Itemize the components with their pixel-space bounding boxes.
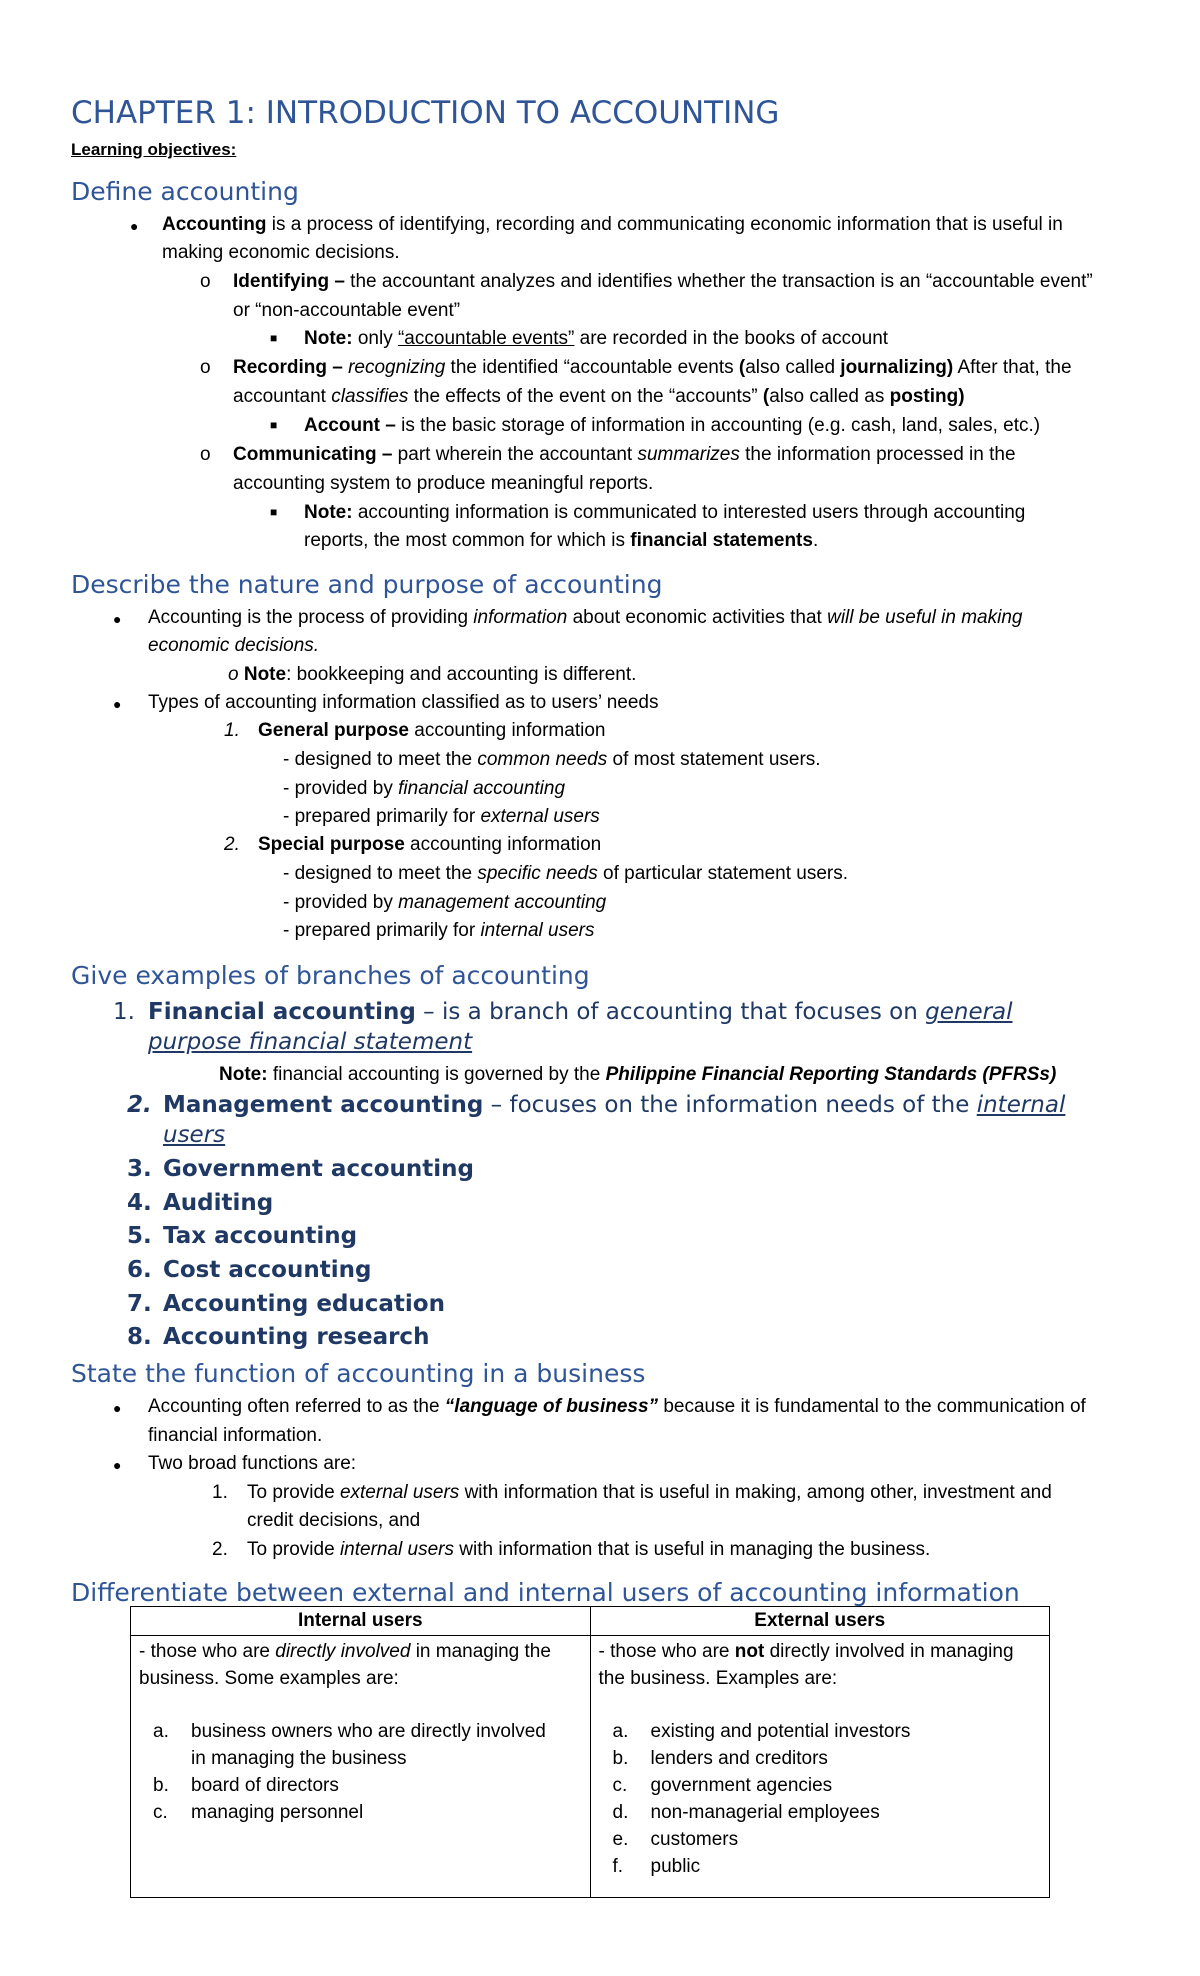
note-communication: Note: accounting information is communicated to interested users through accounting <box>304 502 1026 523</box>
circle-bullet-icon: o <box>200 444 211 465</box>
external-intro-2: the business. Examples are: <box>598 1668 838 1689</box>
bullet-icon: ● <box>130 218 139 234</box>
square-bullet-icon: ■ <box>270 505 278 519</box>
page-title: CHAPTER 1: INTRODUCTION TO ACCOUNTING <box>71 95 780 131</box>
list-number: 1. <box>113 999 135 1025</box>
gp-detail-3: - prepared primarily for external users <box>283 806 600 827</box>
list-item: c. managing personnel <box>153 1802 364 1823</box>
branch-item: Auditing <box>163 1190 274 1216</box>
list-item: f. public <box>612 1856 701 1877</box>
section-heading-define: Define accounting <box>71 177 299 206</box>
list-number: 2. <box>212 1539 228 1560</box>
list-number: 2. <box>224 834 240 855</box>
sp-detail-2: - provided by management accounting <box>283 892 607 913</box>
list-item: b. board of directors <box>153 1775 339 1796</box>
recording-line: Recording – recognizing the identified “accountable events (also called journalizing) After that, the <box>233 357 1072 378</box>
broad-functions-line: Two broad functions are: <box>148 1453 357 1474</box>
sp-detail-1: - designed to meet the specific needs of particular statement users. <box>283 863 849 884</box>
external-users-cell <box>590 1636 1050 1898</box>
note-accountable-events: Note: only “accountable events” are recorded in the books of account <box>304 328 889 349</box>
list-number: 5. <box>127 1223 152 1249</box>
list-number: 6. <box>127 1257 152 1283</box>
learning-objectives-label: Learning objectives: <box>71 140 237 159</box>
external-users-list <box>599 1718 1042 1880</box>
identifying-line-2: or “non-accountable event” <box>233 300 461 321</box>
table-header-row <box>131 1607 1050 1636</box>
list-item: b. lenders and creditors <box>612 1748 828 1769</box>
nature-line: Accounting is the process of providing information about economic activities that will be useful in making <box>148 607 1023 628</box>
function-1-line-2: credit decisions, and <box>247 1510 421 1531</box>
bullet-icon: ● <box>113 611 122 627</box>
communicating-line-2: accounting system to produce meaningful reports. <box>233 473 654 494</box>
list-number: 7. <box>127 1291 152 1317</box>
note-communication-2: reports, the most common for which is financial statements. <box>304 530 819 551</box>
pfrs-note: Note: financial accounting is governed by the Philippine Financial Reporting Standards (PFRSs) <box>219 1064 1057 1085</box>
branch-item: Accounting research <box>163 1324 430 1350</box>
section-heading-function: State the function of accounting in a business <box>71 1359 646 1388</box>
language-line: Accounting often referred to as the “language of business” because it is fundamental to the communication of <box>148 1396 1086 1417</box>
internal-users-cell <box>131 1636 591 1898</box>
special-purpose-line: Special purpose accounting information <box>258 834 602 855</box>
list-number: 1. <box>212 1482 228 1503</box>
list-number: 1. <box>224 720 240 741</box>
definition-line: Accounting is a process of identifying, recording and communicating economic information that is useful in <box>162 214 1063 235</box>
branch-item: Accounting education <box>163 1291 445 1317</box>
branch-financial-line-2: purpose financial statement <box>148 1029 473 1055</box>
square-bullet-icon: ■ <box>270 418 278 432</box>
list-number: 3. <box>127 1156 152 1182</box>
internal-intro-2: business. Some examples are: <box>139 1668 399 1689</box>
list-item: c. government agencies <box>612 1775 833 1796</box>
account-line: Account – is the basic storage of information in accounting (e.g. cash, land, sales, etc.) <box>304 415 1041 436</box>
branch-item: Cost accounting <box>163 1257 372 1283</box>
bullet-icon: ● <box>113 696 122 712</box>
list-item: a. existing and potential investors <box>612 1721 911 1742</box>
definition-line-2: making economic decisions. <box>162 242 400 263</box>
language-line-2: financial information. <box>148 1425 323 1446</box>
function-2: To provide internal users with information that is useful in managing the business. <box>247 1539 931 1560</box>
identifying-line: Identifying – the accountant analyzes and identifies whether the transaction is an “accountable event” <box>233 271 1093 292</box>
section-heading-nature: Describe the nature and purpose of accounting <box>71 570 663 599</box>
function-1: To provide external users with information that is useful in making, among other, investment and <box>247 1482 1052 1503</box>
gp-detail-1: - designed to meet the common needs of most statement users. <box>283 749 821 770</box>
bookkeeping-note: o Note: bookkeeping and accounting is different. <box>228 664 637 685</box>
nature-line-2: economic decisions. <box>148 635 320 656</box>
general-purpose-line: General purpose accounting information <box>258 720 606 741</box>
branch-item: Government accounting <box>163 1156 474 1182</box>
internal-users-list <box>139 1718 582 1826</box>
branch-financial: Financial accounting – is a branch of accounting that focuses on general <box>148 999 1013 1025</box>
branch-management-line-2: users <box>163 1122 226 1148</box>
table-row <box>131 1636 1050 1898</box>
circle-bullet-icon: o <box>200 271 211 292</box>
list-number: 8. <box>127 1324 152 1350</box>
communicating-line: Communicating – part wherein the accountant summarizes the information processed in the <box>233 444 1016 465</box>
external-users-header: External users <box>590 1607 1050 1636</box>
circle-bullet-icon: o <box>200 357 211 378</box>
users-table <box>130 1606 1050 1898</box>
square-bullet-icon: ■ <box>270 331 278 345</box>
types-line: Types of accounting information classified as to users’ needs <box>148 692 659 713</box>
bullet-icon: ● <box>113 1400 122 1416</box>
section-heading-branches: Give examples of branches of accounting <box>71 961 590 990</box>
internal-users-header: Internal users <box>131 1607 591 1636</box>
internal-intro: - those who are directly involved in managing the <box>139 1641 551 1662</box>
list-item: d. non-managerial employees <box>612 1802 880 1823</box>
list-number: 2. <box>127 1092 152 1118</box>
branch-management: Management accounting – focuses on the information needs of the internal <box>163 1092 1066 1118</box>
list-number: 4. <box>127 1190 152 1216</box>
list-item: a. business owners who are directly involved in managing the business <box>153 1721 546 1769</box>
external-intro: - those who are not directly involved in managing <box>598 1641 1014 1662</box>
gp-detail-2: - provided by financial accounting <box>283 778 566 799</box>
sp-detail-3: - prepared primarily for internal users <box>283 920 595 941</box>
bullet-icon: ● <box>113 1457 122 1473</box>
branch-item: Tax accounting <box>163 1223 358 1249</box>
recording-line-2: accountant classifies the effects of the event on the “accounts” (also called as posting) <box>233 386 965 407</box>
list-item: e. customers <box>612 1829 739 1850</box>
section-heading-users: Differentiate between external and internal users of accounting information <box>71 1578 1020 1607</box>
